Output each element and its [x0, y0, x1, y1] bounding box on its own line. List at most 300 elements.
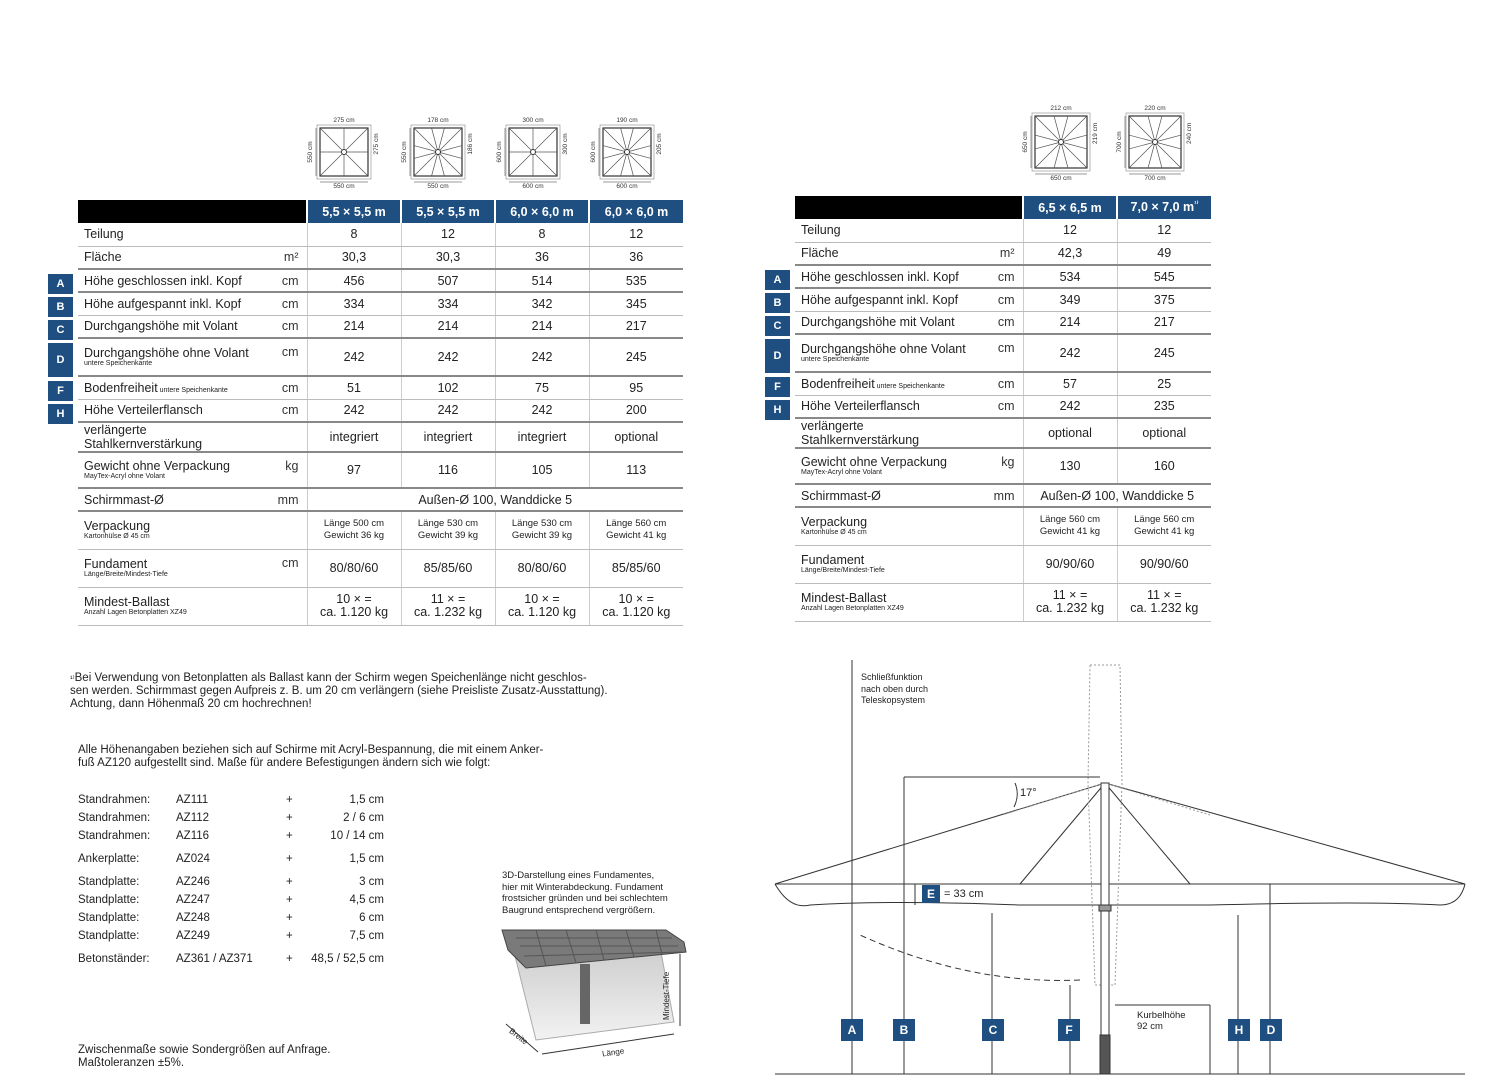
row-badge-c: C — [48, 320, 73, 340]
table-row — [78, 376, 683, 399]
row-badge-a: A — [48, 274, 73, 294]
mount-sign: + — [286, 853, 293, 865]
mount-type: Standrahmen: — [78, 830, 151, 842]
mount-code: AZ248 — [176, 912, 210, 924]
angle-arc — [1014, 783, 1017, 807]
row-unit — [983, 219, 1023, 242]
row-label-text: Fundament — [84, 557, 148, 571]
diagram-top-label: 178 cm — [427, 117, 449, 124]
row-value: Länge 530 cm Gewicht 39 kg — [495, 511, 589, 549]
table-row — [795, 583, 1211, 621]
table-row — [78, 338, 683, 376]
row-label-sub: Länge/Breite/Mindest-Tiefe — [84, 571, 168, 578]
diagram-left-label: 550 cm — [401, 141, 408, 163]
mast-base — [1100, 1035, 1110, 1074]
row-value: 375 — [1117, 288, 1211, 311]
row-label-sub: MayTex-Acryl ohne Volant — [84, 473, 165, 480]
row-unit: cm — [267, 269, 307, 292]
volant — [775, 884, 1465, 906]
diagram-left-label: 650 cm — [1022, 131, 1029, 153]
row-value: 90/90/60 — [1023, 545, 1117, 583]
row-label — [78, 269, 267, 292]
row-label — [78, 315, 267, 338]
row-unit: mm — [267, 488, 307, 511]
row-unit — [983, 583, 1023, 621]
row-unit: cm — [267, 399, 307, 422]
row-label — [795, 265, 983, 288]
rib-2 — [1105, 783, 1190, 884]
row-badge-b: B — [48, 297, 73, 317]
row-value: 12 — [1117, 219, 1211, 242]
mount-row — [78, 873, 384, 891]
row-label-text: Schirmmast-Ø — [801, 488, 881, 503]
row-value: 80/80/60 — [307, 549, 401, 587]
mount-type: Ankerplatte: — [78, 853, 140, 865]
row-value: 51 — [307, 376, 401, 399]
table-row — [795, 311, 1211, 334]
size-diagram — [581, 112, 689, 210]
row-value: 242 — [307, 338, 401, 376]
row-label-sub: Kartonhülse Ø 45 cm — [801, 529, 867, 537]
row-value: 11 × = ca. 1.232 kg — [1023, 583, 1117, 621]
mount-sign: + — [286, 876, 293, 888]
table-row — [795, 242, 1211, 265]
header-blank — [78, 200, 307, 223]
row-value: 36 — [589, 246, 683, 269]
mount-type: Standplatte: — [78, 930, 140, 942]
mount-value: 4,5 cm — [349, 894, 384, 906]
foundation-post — [580, 964, 590, 1024]
dimension-label-c: C — [982, 1019, 1004, 1041]
row-label — [795, 334, 983, 372]
row-label — [78, 488, 267, 511]
row-label-sub: Kartonhülse Ø 45 cm — [84, 533, 150, 541]
mount-sign: + — [286, 830, 293, 842]
row-value: 116 — [401, 452, 495, 488]
row-value: 57 — [1023, 372, 1117, 395]
mount-code: AZ246 — [176, 876, 210, 888]
row-label-sub: untere Speichenkante — [84, 360, 153, 367]
row-label — [795, 242, 983, 265]
row-value: 8 — [307, 223, 401, 246]
table-row — [78, 488, 683, 511]
row-value: 345 — [589, 292, 683, 315]
mount-code: AZ247 — [176, 894, 210, 906]
row-label — [78, 338, 267, 376]
row-value: 235 — [1117, 395, 1211, 418]
row-label — [78, 422, 267, 452]
table-row — [795, 265, 1211, 288]
row-value: optional — [1023, 418, 1117, 448]
row-value: 97 — [307, 452, 401, 488]
mount-code: AZ112 — [176, 812, 210, 824]
row-value: 242 — [1023, 395, 1117, 418]
row-label-text: Durchgangshöhe ohne Volant — [84, 346, 249, 360]
mount-sign: + — [286, 912, 293, 924]
row-value: Länge 500 cm Gewicht 36 kg — [307, 511, 401, 549]
mount-row — [78, 827, 384, 845]
row-label-sub: Anzahl Lagen Betonplatten XZ49 — [801, 605, 904, 612]
row-label — [78, 399, 267, 422]
mount-value: 3 cm — [359, 876, 384, 888]
diagram-top-label: 300 cm — [522, 117, 544, 124]
row-unit: cm — [983, 265, 1023, 288]
row-value: 214 — [1023, 311, 1117, 334]
row-unit — [267, 587, 307, 625]
table-header-row — [78, 200, 683, 223]
mount-sign: + — [286, 894, 293, 906]
diagram-side-label: 186 cm — [467, 133, 474, 155]
row-value: 11 × = ca. 1.232 kg — [401, 587, 495, 625]
row-label-text: Höhe Verteilerflansch — [84, 403, 203, 418]
row-unit — [983, 418, 1023, 448]
table-row — [78, 292, 683, 315]
row-unit: m² — [983, 242, 1023, 265]
left-spec-table — [78, 200, 683, 626]
row-label-text: verlängerte Stahlkernverstärkung — [84, 423, 203, 451]
header-size: 7,0 × 7,0 $m^{^{1)}}$ — [1117, 196, 1211, 219]
mount-row — [78, 909, 384, 927]
header-size: 6,0 × 6,0 m — [589, 200, 683, 223]
row-unit: cm — [983, 288, 1023, 311]
row-value: 545 — [1117, 265, 1211, 288]
row-value: 214 — [495, 315, 589, 338]
diagram-bottom-label: 600 cm — [616, 183, 638, 190]
row-unit: m² — [267, 246, 307, 269]
mount-list — [78, 791, 384, 968]
header-size: 6,0 × 6,0 m — [495, 200, 589, 223]
diagram-hub — [625, 150, 630, 155]
diagram-side-label: 219 cm — [1092, 122, 1099, 144]
table-row — [795, 484, 1211, 507]
row-value: 90/90/60 — [1117, 545, 1211, 583]
dimension-label-h: H — [1228, 1019, 1250, 1041]
header-size: 6,5 × 6,5 m — [1023, 196, 1117, 219]
mount-type: Standplatte: — [78, 912, 140, 924]
mount-value: 2 / 6 cm — [343, 812, 384, 824]
crank-label: Kurbelhöhe 92 cm — [1137, 1010, 1186, 1032]
row-value-span: Außen-Ø 100, Wanddicke 5 — [1023, 484, 1211, 507]
row-value: 242 — [307, 399, 401, 422]
table-row — [795, 395, 1211, 418]
row-label — [795, 219, 983, 242]
row-unit: cm — [267, 315, 307, 338]
foundation-caption: 3D-Darstellung eines Fundamentes, hier mit Winterabdeckung. Fundament frostsicher gründen und bei schlechtem Baugrund entsprechend vergrößern. — [502, 870, 668, 916]
row-value: Länge 560 cm Gewicht 41 kg — [1117, 507, 1211, 545]
row-label — [78, 246, 267, 269]
row-label-text: Durchgangshöhe mit Volant — [84, 319, 238, 334]
diagram-top-label: 190 cm — [616, 117, 638, 124]
row-unit — [983, 545, 1023, 583]
e-value: = 33 cm — [944, 888, 984, 900]
diagram-left-label: 700 cm — [1116, 131, 1123, 153]
row-value: 8 — [495, 223, 589, 246]
row-label — [78, 452, 267, 488]
row-label — [795, 583, 983, 621]
row-value: optional — [589, 422, 683, 452]
row-badge-d: D — [48, 343, 73, 377]
size-diagram — [487, 112, 595, 210]
table-row — [78, 549, 683, 587]
row-label — [795, 545, 983, 583]
diagram-bottom-label: 550 cm — [333, 183, 355, 190]
row-value: 217 — [1117, 311, 1211, 334]
table-row — [78, 399, 683, 422]
diagram-side-label: 300 cm — [562, 133, 569, 155]
row-value: 245 — [1117, 334, 1211, 372]
row-value: 214 — [401, 315, 495, 338]
diagram-top-label: 220 cm — [1144, 105, 1166, 112]
row-unit — [983, 507, 1023, 545]
umbrella-diagram — [770, 655, 1470, 1080]
row-label-text: Höhe aufgespannt inkl. Kopf — [84, 296, 242, 311]
mount-sign: + — [286, 953, 293, 965]
row-value: 242 — [495, 338, 589, 376]
table-row — [78, 269, 683, 292]
row-label-text: Durchgangshöhe mit Volant — [801, 315, 955, 330]
diagram-top-label: 212 cm — [1050, 105, 1072, 112]
mount-value: 48,5 / 52,5 cm — [311, 953, 384, 965]
row-value: optional — [1117, 418, 1211, 448]
row-label — [78, 511, 267, 549]
row-value: 85/85/60 — [589, 549, 683, 587]
row-value: 242 — [401, 399, 495, 422]
mount-row — [78, 791, 384, 809]
diagram-side-label: 275 cm — [373, 133, 380, 155]
table-row — [795, 418, 1211, 448]
mount-row — [78, 809, 384, 827]
row-badge-f: F — [765, 377, 790, 397]
row-value: 49 — [1117, 242, 1211, 265]
diagram-side-label: 205 cm — [656, 133, 663, 155]
dimension-label-d: D — [1260, 1019, 1282, 1041]
row-value: 10 × = ca. 1.120 kg — [495, 587, 589, 625]
mount-row — [78, 850, 384, 868]
row-badge-d: D — [765, 339, 790, 373]
mount-sign: + — [286, 930, 293, 942]
mount-code: AZ111 — [176, 794, 209, 806]
row-value: Länge 560 cm Gewicht 41 kg — [589, 511, 683, 549]
row-unit: cm — [267, 338, 307, 376]
row-value: 95 — [589, 376, 683, 399]
size-diagram — [298, 112, 406, 210]
row-value: 342 — [495, 292, 589, 315]
mount-value: 1,5 cm — [349, 853, 384, 865]
row-label — [795, 288, 983, 311]
header-note: ¹⁾ — [1194, 201, 1199, 209]
row-label-text: Schirmmast-Ø — [84, 492, 164, 507]
row-value: 334 — [307, 292, 401, 315]
mount-code: AZ024 — [176, 853, 210, 865]
row-unit: cm — [983, 311, 1023, 334]
row-label-text: Verpackung — [801, 515, 868, 530]
row-value: 242 — [401, 338, 495, 376]
row-value: 214 — [307, 315, 401, 338]
row-badge-a: A — [765, 270, 790, 290]
mast — [1101, 783, 1109, 1074]
row-unit: kg — [267, 452, 307, 488]
telescope-note: Schließfunktion nach oben durch Teleskopsystem — [861, 672, 929, 705]
diagram-hub — [436, 150, 441, 155]
row-value: 12 — [1023, 219, 1117, 242]
footnote-mark: ¹⁾ — [70, 674, 75, 683]
row-badge-b: B — [765, 293, 790, 313]
diagram-bottom-label: 700 cm — [1144, 175, 1166, 182]
table-row — [795, 448, 1211, 484]
row-unit: cm — [983, 395, 1023, 418]
mount-code: AZ249 — [176, 930, 210, 942]
dimension-label-b: B — [893, 1019, 915, 1041]
row-label-text: Höhe geschlossen inkl. Kopf — [84, 273, 242, 288]
row-unit: cm — [267, 292, 307, 315]
row-unit: kg — [983, 448, 1023, 484]
row-value: integriert — [307, 422, 401, 452]
rib-dotted-2 — [1105, 783, 1210, 815]
footnote-text: Bei Verwendung von Betonplatten als Ballast kann der Schirm wegen Speichenlänge nicht geschlos- sen werden. Schirmmast gegen Aufpreis z. B. um 20 cm verlängern (siehe Preisliste Zusatz-Ausstattung). Achtung, dann Höhenmaß 20 cm hochrechnen! — [70, 672, 608, 710]
row-label-text: Bodenfreiheit — [84, 380, 158, 395]
row-value: 75 — [495, 376, 589, 399]
row-value: 10 × = ca. 1.120 kg — [307, 587, 401, 625]
swing-arc — [860, 935, 1080, 980]
label-laenge: Länge — [601, 1046, 625, 1059]
diagram-left-label: 600 cm — [496, 141, 503, 163]
angle-label: 17° — [1020, 787, 1037, 799]
table-row — [78, 452, 683, 488]
size-diagram — [392, 112, 500, 210]
mount-sign: + — [286, 812, 293, 824]
row-value: 30,3 — [307, 246, 401, 269]
row-value: 334 — [401, 292, 495, 315]
row-value: 245 — [589, 338, 683, 376]
row-value: 242 — [495, 399, 589, 422]
mount-value: 1,5 cm — [349, 794, 384, 806]
row-label-text: Höhe geschlossen inkl. Kopf — [801, 269, 959, 284]
row-label-text: Höhe aufgespannt inkl. Kopf — [801, 292, 959, 307]
diagram-top-label: 275 cm — [333, 117, 355, 124]
row-value: 102 — [401, 376, 495, 399]
row-label-sub: Länge/Breite/Mindest-Tiefe — [801, 567, 885, 574]
row-label — [795, 372, 983, 395]
row-label — [795, 311, 983, 334]
diagram-hub — [1059, 140, 1064, 145]
row-unit — [267, 223, 307, 246]
mount-row — [78, 927, 384, 945]
row-label-text: Höhe Verteilerflansch — [801, 399, 920, 414]
table-row — [795, 334, 1211, 372]
row-value: Länge 560 cm Gewicht 41 kg — [1023, 507, 1117, 545]
row-badge-f: F — [48, 381, 73, 401]
table-row — [78, 511, 683, 549]
row-unit — [267, 422, 307, 452]
table-row — [78, 246, 683, 269]
row-value: 349 — [1023, 288, 1117, 311]
footnote — [70, 672, 730, 711]
row-label-sub: MayTex-Acryl ohne Volant — [801, 469, 882, 476]
diagram-bottom-label: 550 cm — [427, 183, 449, 190]
row-value: 534 — [1023, 265, 1117, 288]
mount-row — [78, 891, 384, 909]
diagram-bottom-label: 600 cm — [522, 183, 544, 190]
closing-note: Zwischenmaße sowie Sondergrößen auf Anfrage. Maßtoleranzen ±5%. — [78, 1044, 331, 1069]
row-label-text: Bodenfreiheit — [801, 376, 875, 391]
row-badge-c: C — [765, 316, 790, 336]
hub — [1099, 905, 1111, 911]
row-value: 456 — [307, 269, 401, 292]
row-value: Länge 530 cm Gewicht 39 kg — [401, 511, 495, 549]
row-label-text: Durchgangshöhe ohne Volant — [801, 342, 966, 356]
row-label — [78, 292, 267, 315]
row-value: 535 — [589, 269, 683, 292]
mount-value: 6 cm — [359, 912, 384, 924]
mount-value: 7,5 cm — [349, 930, 384, 942]
row-label-text: Fläche — [84, 250, 122, 265]
row-label-text: Teilung — [84, 227, 124, 242]
row-value: 160 — [1117, 448, 1211, 484]
row-value: 113 — [589, 452, 683, 488]
row-label — [78, 376, 267, 399]
mount-value: 10 / 14 cm — [330, 830, 384, 842]
row-unit — [267, 511, 307, 549]
row-label — [795, 448, 983, 484]
mount-code: AZ116 — [176, 830, 210, 842]
row-label — [795, 484, 983, 507]
label-breite: Breite — [507, 1026, 530, 1047]
table-row — [78, 315, 683, 338]
row-label-inline-sub: untere Speichenkante — [157, 386, 228, 394]
header-size: 5,5 × 5,5 m — [307, 200, 401, 223]
row-value: 105 — [495, 452, 589, 488]
row-label-text: Fläche — [801, 246, 839, 261]
row-label — [795, 418, 983, 448]
row-label-text: Fundament — [801, 553, 865, 567]
row-label-sub: untere Speichenkante — [801, 356, 870, 363]
row-label — [78, 587, 267, 625]
diagram-hub — [1153, 140, 1158, 145]
row-label-text: Gewicht ohne Verpackung — [801, 455, 947, 469]
row-value: 242 — [1023, 334, 1117, 372]
row-unit: cm — [267, 549, 307, 587]
row-label-text: Mindest-Ballast — [801, 591, 887, 605]
row-value: 12 — [401, 223, 495, 246]
row-label — [78, 223, 267, 246]
mount-type: Standplatte: — [78, 894, 140, 906]
table-row — [795, 507, 1211, 545]
dimension-label-f: F — [1058, 1019, 1080, 1041]
row-unit: cm — [983, 334, 1023, 372]
mount-type: Standrahmen: — [78, 794, 151, 806]
table-row — [795, 219, 1211, 242]
row-unit: cm — [267, 376, 307, 399]
table-header-row — [795, 196, 1211, 219]
row-label-inline-sub: untere Speichenkante — [874, 382, 945, 390]
table-row — [795, 372, 1211, 395]
row-badge-h: H — [48, 404, 73, 424]
row-value: 12 — [589, 223, 683, 246]
row-label — [795, 395, 983, 418]
row-badge-h: H — [765, 400, 790, 420]
label-mindest-tiefe: Mindest-Tiefe — [662, 971, 671, 1020]
row-value: 200 — [589, 399, 683, 422]
header-blank — [795, 196, 1023, 219]
canopy-top — [775, 783, 1465, 884]
row-value: 11 × = ca. 1.232 kg — [1117, 583, 1211, 621]
table-row — [78, 223, 683, 246]
row-label-sub: Anzahl Lagen Betonplatten XZ49 — [84, 609, 187, 616]
row-label-text: Gewicht ohne Verpackung — [84, 459, 230, 473]
row-value-span: Außen-Ø 100, Wanddicke 5 — [307, 488, 683, 511]
row-value: integriert — [495, 422, 589, 452]
row-label-text: Mindest-Ballast — [84, 595, 170, 609]
